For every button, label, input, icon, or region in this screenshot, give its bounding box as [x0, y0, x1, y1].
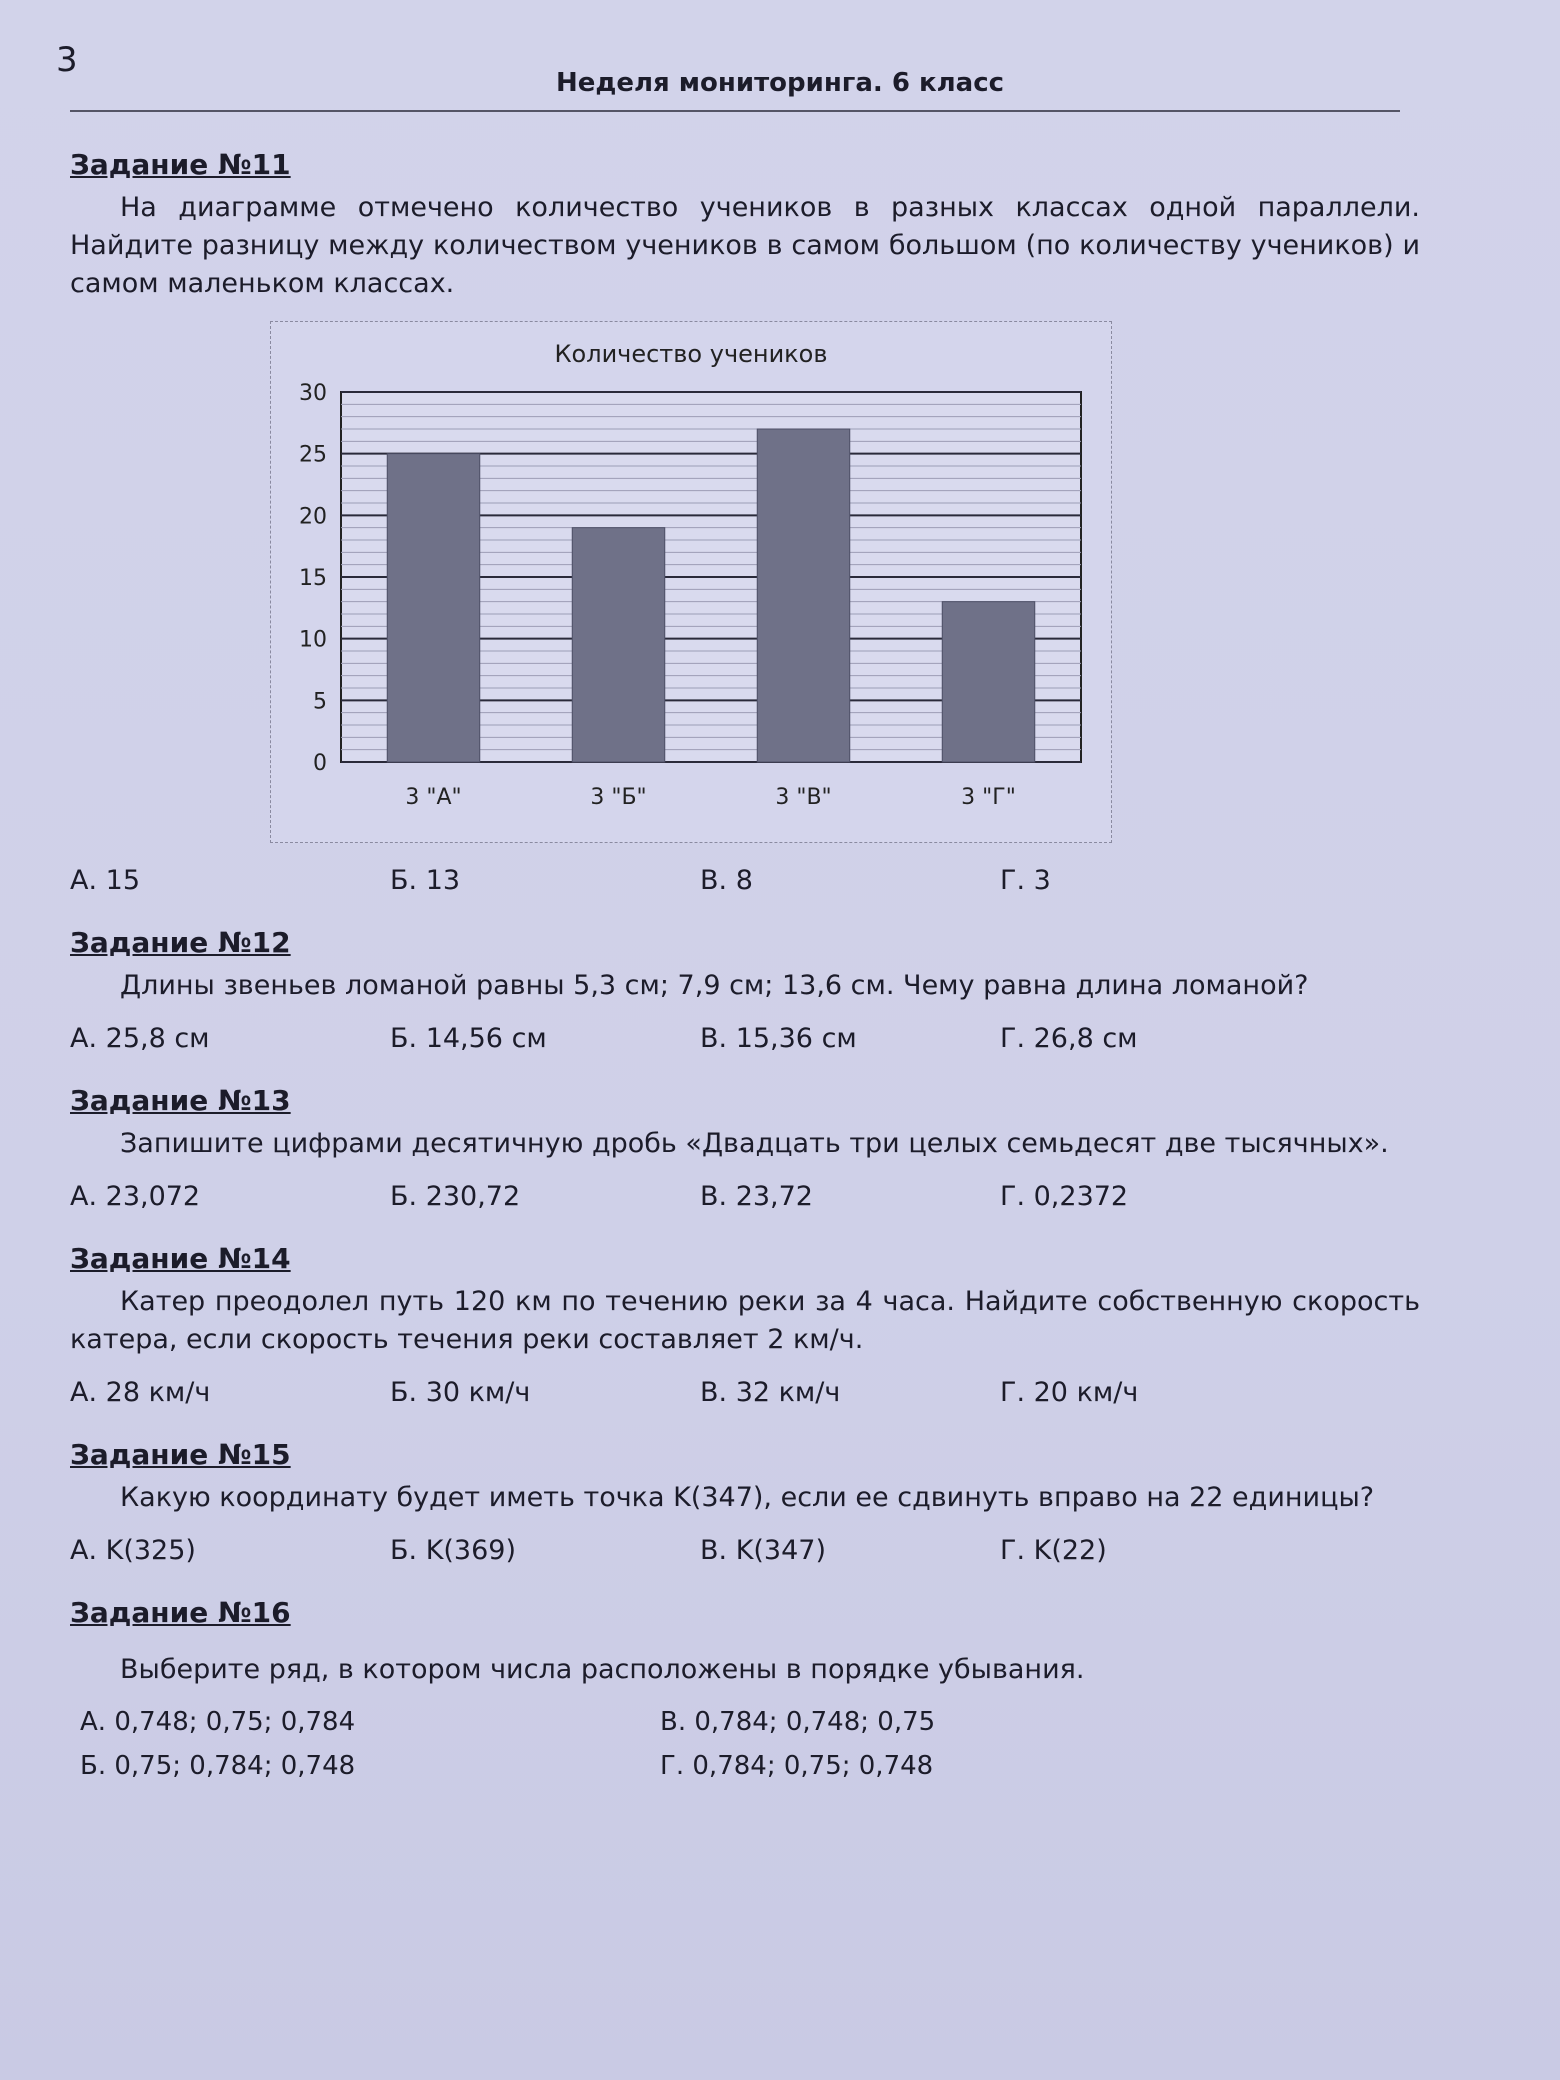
task-text: Какую координату будет иметь точка K(347), если ее сдвинуть вправо на 22 единицы? — [120, 1482, 1375, 1513]
option-a: А. 25,8 см — [70, 1023, 210, 1054]
task-title: Задание №11 — [70, 148, 291, 181]
x-category-label: 3 "В" — [775, 785, 832, 810]
option-g: Г. 20 км/ч — [1000, 1377, 1139, 1408]
y-tick-label: 20 — [299, 504, 327, 530]
option-g: Г. 3 — [1000, 865, 1051, 896]
option-a: А. 23,072 — [70, 1181, 201, 1212]
task-13 — [70, 1084, 1490, 1212]
task-title: Задание №16 — [70, 1596, 291, 1629]
option-v: В. 32 км/ч — [700, 1377, 841, 1408]
option-a: А. 28 км/ч — [70, 1377, 211, 1408]
x-category-label: 3 "Б" — [590, 785, 647, 810]
option-b: Б. 13 — [390, 865, 461, 896]
task-text: На диаграмме отмечено количество учеников в разных классах одной параллели. Найдите разницу между количеством учеников в самом большом (по количеству учеников) и самом маленьком классах. — [70, 192, 1420, 299]
x-category-label: 3 "Г" — [961, 785, 1016, 810]
option-a: А. 15 — [70, 865, 140, 896]
option-g: Г. 0,784; 0,75; 0,748 — [660, 1751, 934, 1781]
bar-1 — [387, 454, 480, 762]
task-15 — [70, 1438, 1490, 1566]
answer-options — [70, 1023, 1490, 1054]
task-text: Длины звеньев ломаной равны 5,3 см; 7,9 см; 13,6 см. Чему равна длина ломаной? — [120, 970, 1309, 1001]
answer-options — [70, 1535, 1490, 1566]
answer-options — [80, 1707, 1490, 1781]
task-text: Катер преодолел путь 120 км по течению реки за 4 часа. Найдите собственную скорость катера, если скорость течения реки составляет 2 км/ч. — [70, 1286, 1420, 1355]
y-tick-label: 10 — [299, 627, 327, 653]
task-12 — [70, 926, 1490, 1054]
option-v: В. 23,72 — [700, 1181, 813, 1212]
task-title: Задание №12 — [70, 926, 291, 959]
answer-options — [70, 1377, 1490, 1408]
option-g: Г. K(22) — [1000, 1535, 1107, 1566]
header-divider — [70, 110, 1400, 112]
option-v: В. K(347) — [700, 1535, 826, 1566]
option-b: Б. 14,56 см — [390, 1023, 547, 1054]
task-title: Задание №14 — [70, 1242, 291, 1275]
page-number: 3 — [56, 40, 78, 80]
y-tick-label: 25 — [299, 442, 327, 468]
header-title: Неделя мониторинга. 6 класс — [555, 68, 1005, 98]
task-title: Задание №13 — [70, 1084, 291, 1117]
task-text: Выберите ряд, в котором числа расположены в порядке убывания. — [120, 1654, 1085, 1685]
task-title: Задание №15 — [70, 1438, 291, 1471]
y-tick-label: 0 — [313, 751, 327, 776]
y-tick-label: 15 — [299, 566, 327, 591]
y-tick-label: 30 — [299, 381, 327, 406]
option-g: Г. 0,2372 — [1000, 1181, 1129, 1212]
option-v: В. 8 — [700, 865, 753, 896]
y-axis — [299, 381, 327, 776]
option-a: А. 0,748; 0,75; 0,784 — [80, 1707, 356, 1737]
bar-4 — [942, 602, 1035, 762]
option-b: Б. 230,72 — [390, 1181, 521, 1212]
x-axis — [405, 785, 1015, 810]
chart-svg — [271, 322, 1111, 842]
answer-options — [70, 865, 1490, 896]
option-b: Б. K(369) — [390, 1535, 516, 1566]
chart-title: Количество учеников — [554, 340, 828, 368]
task-11 — [70, 148, 1490, 896]
x-category-label: 3 "А" — [405, 785, 462, 810]
bar-3 — [757, 429, 850, 762]
option-a: А. K(325) — [70, 1535, 196, 1566]
option-v: В. 0,784; 0,748; 0,75 — [660, 1707, 936, 1737]
option-b: Б. 30 км/ч — [390, 1377, 531, 1408]
task-14 — [70, 1242, 1490, 1408]
bar-2 — [572, 528, 665, 762]
option-v: В. 15,36 см — [700, 1023, 857, 1054]
answer-options — [70, 1181, 1490, 1212]
option-g: Г. 26,8 см — [1000, 1023, 1138, 1054]
y-tick-label: 5 — [313, 689, 327, 715]
bar-chart — [270, 321, 1112, 843]
task-16 — [70, 1596, 1490, 1781]
task-text: Запишите цифрами десятичную дробь «Двадцать три целых семьдесят две тысячных». — [120, 1128, 1389, 1159]
option-b: Б. 0,75; 0,784; 0,748 — [80, 1751, 356, 1781]
